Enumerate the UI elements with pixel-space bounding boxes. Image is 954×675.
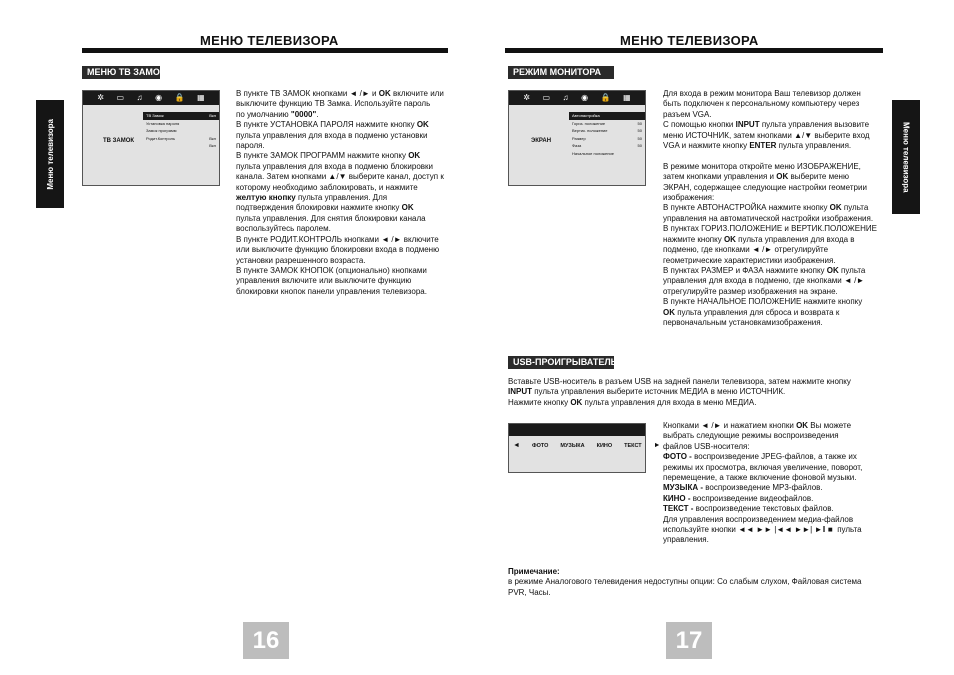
text-line: Для входа в режим монитора Ваш телевизор должен [663,89,861,98]
menu-item-label: Размер [572,135,586,141]
text-line: в режиме Аналогового телевидения недоступны опции: Со слабым слухом, Файловая система [508,577,862,587]
text-line: управления для входа в подменю, где кнопками ◄ /► [663,276,865,286]
usb-media-option[interactable]: ТЕКСТ [624,442,642,449]
text-line: которому необходимо заблокировать, и нажмите [236,182,418,192]
text-line: управления на автоматической настройки изображения. [663,213,874,223]
text-line: С помощью кнопки INPUT пульта управления вызовите [663,120,870,130]
monitor-icon: ▭ [116,93,125,102]
menu-item-label: Фаза [572,143,582,148]
text-line: В пункте ЗАМОК КНОПОК (опционально) кнопками [236,265,427,275]
monitor-mode-text [663,89,893,328]
section-label-usb-player: USB-ПРОИГРЫВАТЕЛЬ [508,356,614,369]
text-line: управления. [663,535,709,545]
text-line: канала. Затем кнопками ▲/▼ выберите канал, доступ к [236,172,444,182]
menu-items [143,112,219,150]
menu-item[interactable] [569,127,645,135]
usb-media-screen [508,423,661,473]
text-line: В пункте ТВ ЗАМОК кнопками ◄ /► и OK включите или [236,89,444,98]
music-note-icon: ♫ [562,93,569,102]
text-line: PVR, Часы. [508,587,551,597]
menu-icon-bar [509,91,645,105]
gear-icon: ✲ [523,93,530,102]
menu-item[interactable] [143,142,219,150]
text-line: пульта управления для входа в подменю установки [236,130,428,140]
section-label-tv-lock: МЕНЮ ТВ ЗАМОК [82,66,160,79]
section-label-monitor-mode: РЕЖИМ МОНИТОРА [508,66,614,79]
text-line: файлов USB-носителя: [663,441,750,451]
text-line: геометрические характеристики изображения. [663,255,836,265]
text-line: воспользуйтесь паролем. [236,224,331,234]
text-line: желтую кнопку пульта управления. Для [236,193,388,203]
title-rule-right [505,48,883,53]
menu-item-value: Вкл [209,143,216,148]
page-title-left: МЕНЮ ТЕЛЕВИЗОРА [200,33,339,48]
side-tab-left [36,100,64,208]
usb-media-option[interactable]: МУЗЫКА [560,442,585,449]
text-line: затем кнопками управления и OK выберите меню [663,172,849,182]
menu-item-label: Автонастройка [572,113,600,118]
text-line: первоначальным установкамизображения. [663,317,823,327]
usb-media-option[interactable]: ФОТО [531,442,549,449]
text-line: выключите функцию ТВ Замка. Используйте пароль [236,99,431,109]
clock-icon: ◉ [581,93,589,102]
text-line: или выключите функцию блокировки входа в подменю [236,245,440,255]
text-line: отрегулируйте размер изображения на экране. [663,286,838,296]
text-line: по умолчанию "0000". [236,109,319,119]
left-arrow-icon[interactable]: ◄ [513,442,520,449]
side-tab-right [892,100,920,214]
text-line: В пункте УСТАНОВКА ПАРОЛЯ нажмите кнопку OK [236,120,429,130]
menu-side-name: ТВ ЗАМОК [103,138,135,144]
grid-icon: ▦ [623,93,631,102]
text-line: В пунктах ГОРИЗ.ПОЛОЖЕНИЕ и ВЕРТИК.ПОЛОЖЕНИЕ [663,224,878,234]
text-line: пульта управления. Для снятия блокировки канала [236,213,426,223]
text-line: подтверждения блокировки нажмите кнопку OK [236,203,414,213]
grid-icon: ▦ [197,93,205,102]
menu-item[interactable] [569,135,645,143]
tv-lock-menu-screen [82,90,220,186]
menu-item-value: Вкл [209,135,216,141]
text-line: МУЗЫКА - воспроизведение MP3-файлов. [663,483,823,493]
text-line: установки разрешенного возраста. [236,255,366,265]
text-line: используйте кнопки ◄◄ ►► |◄◄ ►►| ►‖ ■ пульта [663,525,862,535]
menu-item[interactable] [143,135,219,143]
text-line: В режиме монитора откройте меню ИЗОБРАЖЕНИЕ, [663,161,861,171]
usb-media-option[interactable]: КИНО [596,442,613,449]
text-line: ТЕКСТ - воспроизведение текстовых файлов. [663,504,834,514]
note-block [508,567,888,598]
menu-icon-bar [83,91,219,105]
text-line: В пункте НАЧАЛЬНОЕ ПОЛОЖЕНИЕ нажмите кнопку [663,297,863,307]
usb-media-options [509,442,661,449]
usb-intro-text [508,377,888,408]
menu-item[interactable] [569,120,645,128]
text-line: управления включите или выключите функцию [236,276,412,286]
menu-item-value: Вкл [209,113,216,118]
menu-item-label: Замок программ [146,128,177,133]
text-line: блокировки кнопок панели управления телевизора. [236,286,427,296]
tv-lock-text [236,89,462,297]
text-line: подменю, где кнопками ◄ /► отрегулируйте [663,245,829,255]
text-line: В пункте ЗАМОК ПРОГРАММ нажмите кнопку OK [236,151,421,161]
note-title: Примечание: [508,567,560,576]
right-arrow-icon[interactable]: ► [653,442,661,449]
text-line: Вставьте USB-носитель в разъем USB на задней панели телевизора, затем нажмите кнопку [508,377,851,386]
text-line: В пунктах РАЗМЕР и ФАЗА нажмите кнопку OK пульта [663,265,866,275]
text-line: Нажмите кнопку OK пульта управления для входа в меню МЕДИА. [508,397,757,407]
text-line: VGA и нажмите кнопку ENTER пульта управления. [663,141,852,151]
gear-icon: ✲ [97,93,104,102]
page-number-left: 16 [243,622,289,659]
page-number-right: 17 [666,622,712,659]
lock-icon: 🔒 [174,93,185,102]
note-text [508,577,888,598]
text-line: ФОТО - воспроизведение JPEG-файлов, а также их [663,452,857,462]
lock-icon: 🔒 [600,93,611,102]
text-line [663,151,893,161]
menu-item[interactable] [569,112,645,120]
menu-item[interactable] [569,150,645,158]
monitor-screen-menu [508,90,646,186]
menu-item-value: 50 [637,120,642,126]
text-line: режимы их просмотра, включая увеличение, поворот, [663,462,863,472]
text-line: пароля. [236,141,265,151]
text-line: OK пульта управления для сброса и возврата к [663,307,840,317]
text-line: быть подключен к персональному компьютеру через [663,99,860,109]
text-line: меню ИСТОЧНИК, затем кнопками ▲/▼ выберите вход [663,130,870,140]
menu-item-label: Начальное положение [572,150,614,156]
usb-modes-text [663,421,889,546]
title-rule-left [82,48,448,53]
text-line: ЭКРАН, содержащее следующие настройки геометрии [663,182,867,192]
text-line: Для управления воспроизведением медиа-файлов [663,514,854,524]
menu-item[interactable] [143,112,219,120]
text-line: В пункте АВТОНАСТРОЙКА нажмите кнопку OK пульта [663,203,869,213]
menu-item-value: 50 [637,135,642,141]
text-line: КИНО - воспроизведение видеофайлов. [663,493,814,503]
text-line: выбрать следующие режимы воспроизведения [663,431,839,441]
side-tab-label: Меню телевизора [901,121,911,193]
menu-item-label: Вертик. положение [572,128,608,133]
menu-item-value: 50 [637,143,642,148]
menu-item-value: 50 [637,128,642,133]
menu-item-label: Родит.Контроль [146,135,176,141]
text-line: В пункте РОДИТ.КОНТРОЛЬ кнопками ◄ /► включите [236,234,439,244]
side-tab-label: Меню телевизора [45,118,55,190]
music-note-icon: ♫ [136,93,143,102]
clock-icon: ◉ [155,93,163,102]
page-title-right: МЕНЮ ТЕЛЕВИЗОРА [620,33,759,48]
menu-side-name: ЭКРАН [531,138,552,144]
menu-item-label: Установка пароля [146,120,180,126]
text-line: пульта управления для входа в подменю блокировки [236,161,433,171]
text-line: перемещение, а также включение фоновой музыки. [663,473,857,483]
menu-item[interactable] [143,120,219,128]
menu-items [569,112,645,157]
text-line: нажмите кнопку OK пульта управления для входа в [663,234,855,244]
text-line: INPUT пульта управления выберите источник МЕДИА в меню ИСТОЧНИК. [508,387,786,397]
menu-item-label: Гориз. положение [572,120,606,126]
monitor-icon: ▭ [542,93,551,102]
menu-item-label: ТВ Замок [146,113,164,118]
text-line: разъем VGA. [663,109,712,119]
text-line: изображения: [663,193,715,203]
menu-item[interactable] [569,142,645,150]
menu-item[interactable] [143,127,219,135]
text-line: Кнопками ◄ /► и нажатием кнопки OK Вы можете [663,421,852,430]
usb-screen-topbar [509,424,645,436]
